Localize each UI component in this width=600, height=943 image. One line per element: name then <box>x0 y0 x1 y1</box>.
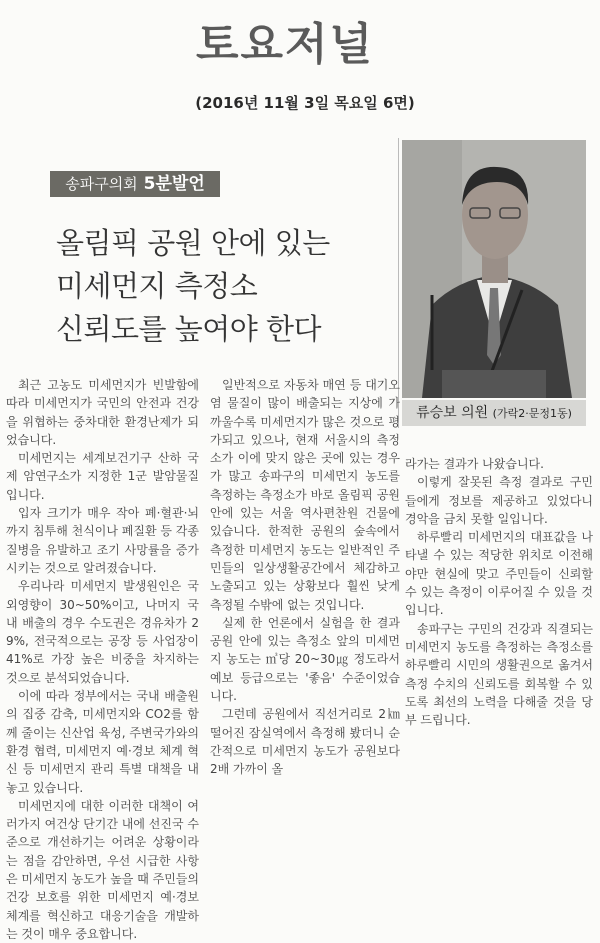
paragraph: 실제 한 언론에서 실험을 한 결과 공원 안에 있는 측정소 앞의 미세먼지 농도는 ㎥당 20~30㎍ 정도라서 예보 등급으로는 '좋음' 수준이었습니다. <box>210 615 400 704</box>
body-column-1 <box>6 376 199 943</box>
councilor-name: 류승보 의원 <box>416 405 489 421</box>
paragraph: 미세먼지에 대한 이러한 대책이 여러가지 여건상 단기간 내에 선진국 수준으로 개선하기는 어려운 상황이라는 점을 감안하면, 우선 시급한 사항은 미세먼지 농도가 높을 때 주민들의 건강 보호를 위한 미세먼지 예·경보 체계를 혁신하고 대응기술을 개발하는 것이 매우 중요합니다. <box>6 798 199 941</box>
councilor-photo <box>402 140 586 398</box>
headline <box>56 222 330 351</box>
photo-caption <box>402 400 586 426</box>
paragraph: 이렇게 잘못된 측정 결과로 구민들에게 정보를 제공하고 있었다니 경악을 금치 못할 일입니다. <box>405 475 593 526</box>
paragraph: 최근 고농도 미세먼지가 빈발함에 따라 미세먼지가 국민의 안전과 건강을 위협하는 중차대한 환경난제가 되었습니다. <box>6 378 199 447</box>
paragraph: 송파구는 구민의 건강과 직결되는 미세먼지 농도를 측정하는 측정소를 하루빨리 시민의 생활권으로 옮겨서 측정 수치의 신뢰도를 회복할 수 있도록 최선의 노력을 다해줄 것을 당부 드립니다. <box>405 621 593 728</box>
paragraph: 이에 따라 정부에서는 국내 배출원의 집중 감축, 미세먼지와 CO2를 함께 줄이는 신산업 육성, 주변국가와의 환경 협력, 미세먼지 예·경보 체계 혁신 등 미세먼지 관리 특별 대책을 내놓고 있습니다. <box>6 689 199 795</box>
section-badge-prefix: 송파구의회 <box>65 175 138 193</box>
paragraph: 우리나라 미세먼지 발생원인은 국외영향이 30~50%이고, 나머지 국내 배출의 경우 수도권은 경유차가 29%, 전국적으로는 공장 등 사업장이 41%로 가장 높은 비중을 차지하는 것으로 분석되었습니다. <box>6 579 199 685</box>
publication-date: (2016년 11월 3일 목요일 6면) <box>195 94 415 112</box>
headline-line: 신뢰도를 높여야 한다 <box>56 312 322 346</box>
section-badge-title: 5분발언 <box>143 174 205 194</box>
councilor-district: (가락2·문정1동) <box>492 407 572 420</box>
headline-line: 미세먼지 측정소 <box>56 269 258 303</box>
headline-line: 올림픽 공원 안에 있는 <box>56 226 330 260</box>
paragraph: 입자 크기가 매우 작아 폐·혈관·뇌까지 침투해 천식이나 폐질환 등 각종 질병을 유발하고 조기 사망률을 증가시키는 것으로 알려졌습니다. <box>6 506 199 575</box>
body-column-2 <box>210 376 400 779</box>
paragraph: 그런데 공원에서 직선거리로 2㎞ 떨어진 잠실역에서 측정해 봤더니 순간적으로 미세먼지 농도가 공원보다 2배 가까이 올 <box>210 707 400 777</box>
section-badge <box>50 171 220 197</box>
paragraph: 일반적으로 자동차 매연 등 대기오염 물질이 많이 배출되는 지상에 가까울수록 미세먼지가 많은 것으로 평가되고 있으나, 현재 서울시의 측정소가 이에 맞지 않은 곳에 있는 경우가 많고 송파구의 미세먼지 농도를 측정하는 측정소가 바로 올림픽 공원 안에 있는 서울 역사편찬원 건물에 있습니다. 한적한 공원의 숲속에서 측정한 미세먼지 농도는 일반적인 주민들의 일상생활공간에서 체감하고 노출되고 있는 상황보다 훨씬 낮게 측정될 수밖에 없는 것입니다. <box>210 378 400 612</box>
body-column-3 <box>405 455 593 729</box>
paragraph: 라가는 결과가 나왔습니다. <box>405 457 544 471</box>
paragraph: 하루빨리 미세먼지의 대표값을 나타낼 수 있는 적당한 위치로 이전해야만 현실에 맞고 주민들이 신뢰할 수 있는 측정이 이루어질 수 있을 것입니다. <box>405 530 593 618</box>
paragraph: 미세먼지는 세계보건기구 산하 국제 암연구소가 지정한 1군 발암물질입니다. <box>6 451 199 502</box>
newspaper-logo: 토요저널 <box>196 19 375 70</box>
